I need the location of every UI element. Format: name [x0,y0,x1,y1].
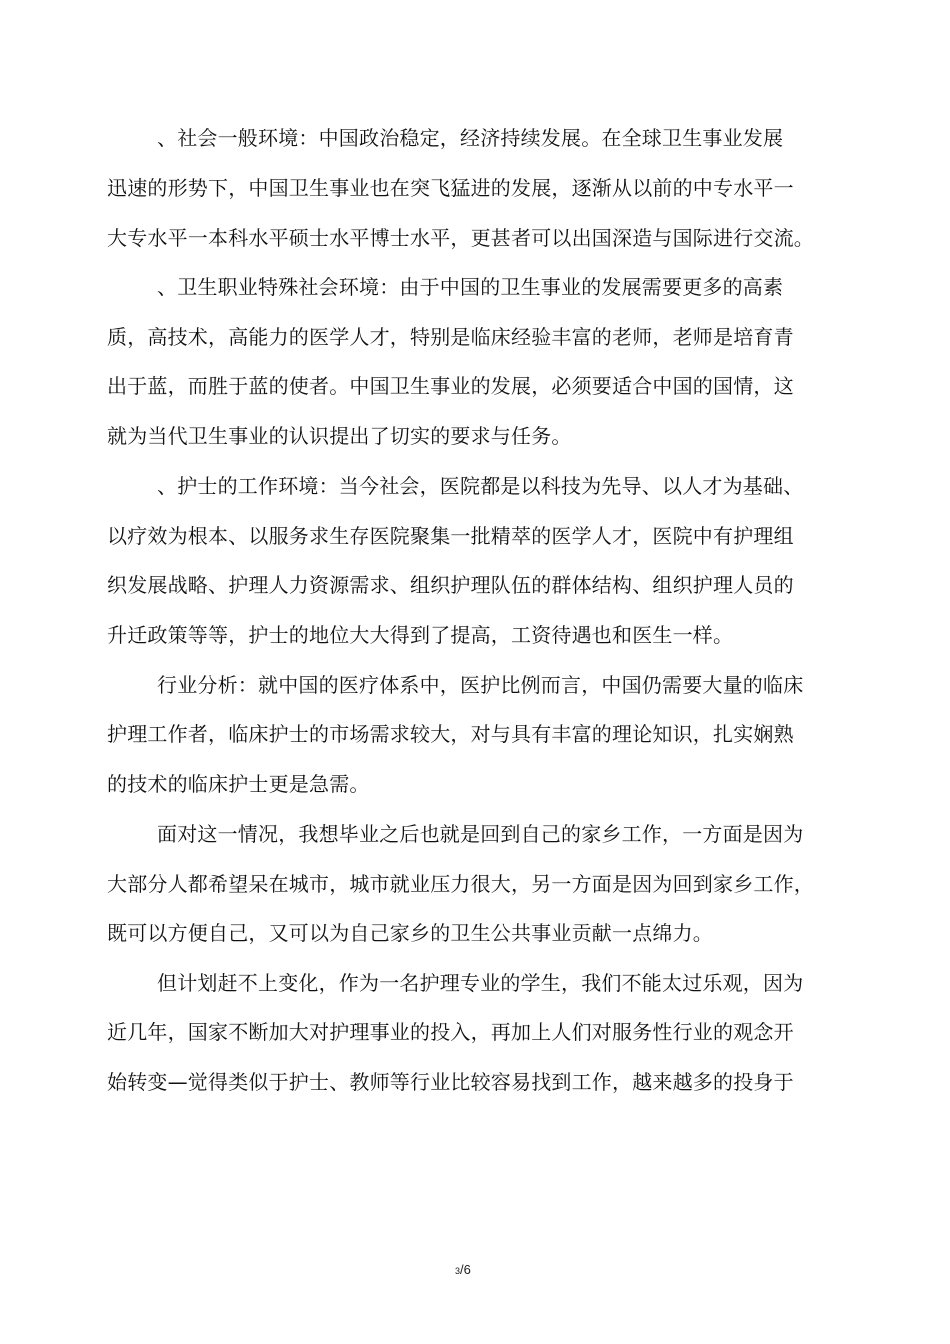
text-line: 始转变—觉得类似于护士、教师等行业比较容易找到工作，越来越多的投身于 [107,1070,794,1094]
text-line: 、社会一般环境：中国政治稳定，经济持续发展。在全球卫生事业发展 [157,126,784,150]
text-line: 大专水平一本科水平硕士水平博士水平，更甚者可以出国深造与国际进行交流。 [107,226,814,250]
text-line: 面对这一情况，我想毕业之后也就是回到自己的家乡工作，一方面是因为 [157,822,804,846]
page-total: /6 [460,1262,471,1277]
text-line: 迅速的形势下，中国卫生事业也在突飞猛进的发展，逐渐从以前的中专水平一 [107,176,794,200]
text-line: 出于蓝，而胜于蓝的使者。中国卫生事业的发展，必须要适合中国的国情，这 [107,374,794,398]
text-line: 、护士的工作环境：当今社会，医院都是以科技为先导、以人才为基础、 [157,474,804,498]
text-line: 的技术的临床护士更是急需。 [107,772,370,796]
text-line: 质，高技术，高能力的医学人才，特别是临床经验丰富的老师，老师是培育青 [107,325,794,349]
text-line: 以疗效为根本、以服务求生存医院聚集一批精萃的医学人才，医院中有护理组 [107,524,794,548]
text-line: 近几年，国家不断加大对护理事业的投入，再加上人们对服务性行业的观念开 [107,1020,794,1044]
text-line: 就为当代卫生事业的认识提出了切实的要求与任务。 [107,424,572,448]
text-line: 行业分析：就中国的医疗体系中，医护比例而言，中国仍需要大量的临床 [157,673,804,697]
text-line: 护理工作者，临床护士的市场需求较大，对与具有丰富的理论知识，扎实娴熟 [107,722,794,746]
text-line: 织发展战略、护理人力资源需求、组织护理队伍的群体结构、组织护理人员的 [107,573,794,597]
page-number [455,1262,471,1277]
text-line: 既可以方便自己，又可以为自己家乡的卫生公共事业贡献一点绵力。 [107,921,713,945]
page-current: 3 [455,1266,461,1276]
text-line: 大部分人都希望呆在城市，城市就业压力很大，另一方面是因为回到家乡工作， [107,872,814,896]
text-line: 、卫生职业特殊社会环境：由于中国的卫生事业的发展需要更多的高素 [157,275,784,299]
text-line: 但计划赶不上变化，作为一名护理专业的学生，我们不能太过乐观，因为 [157,971,804,995]
text-line: 升迁政策等等，护士的地位大大得到了提高，工资待遇也和医生一样。 [107,623,734,647]
